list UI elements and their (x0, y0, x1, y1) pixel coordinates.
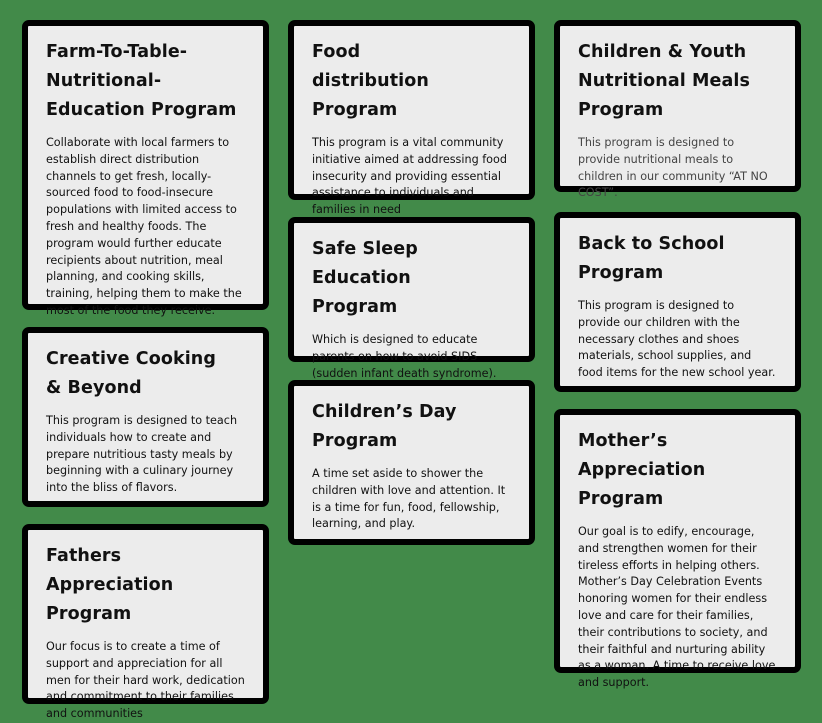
program-description: This program is designed to provide our children with the necessary clothes and shoes materials, school supplies, and food items for the new school year. (578, 299, 776, 380)
program-card-back-to-school (554, 212, 801, 392)
program-title: Safe Sleep Education Program (312, 239, 418, 317)
program-title: Mother’s Appreciation Program (578, 431, 706, 509)
program-description: Our focus is to create a time of support and appreciation for all men for their hard work, dedication and commitment to their families and communities (46, 640, 245, 721)
program-description: Collaborate with local farmers to establish direct distribution channels to get fresh, locally-sourced food to food-insecure populations with limited access to fresh and healthy foods. The program would further educate recipients about nutrition, meal planning, and cooking skills, training, helping them to make the most of the food they receive. (46, 136, 242, 317)
program-title: Children’s Day Program (312, 402, 457, 451)
program-card-childrens-day (288, 380, 535, 545)
program-title: Farm-To-Table- Nutritional-Education Program (46, 42, 237, 120)
program-description: A time set aside to shower the children with love and attention. It is a time for fun, food, fellowship, learning, and play. (312, 467, 506, 531)
program-card-farm-to-table (22, 20, 269, 317)
program-title: Children & Youth Nutritional Meals Program (578, 42, 751, 120)
program-title: Creative Cooking & Beyond (46, 349, 216, 398)
program-title: Fathers Appreciation Program (46, 546, 174, 624)
program-title: Back to School Program (578, 234, 725, 283)
program-card-food-distribution (288, 20, 535, 217)
program-card-creative-cooking (22, 327, 269, 507)
program-card-children-youth-meals (554, 20, 801, 200)
program-card-mothers-appreciation (554, 409, 801, 690)
program-description: This program is a vital community initiative aimed at addressing food insecurity and providing essential assistance to individuals and families in need (312, 136, 507, 217)
program-title: Food distribution Program (312, 42, 429, 120)
program-description: This program is designed to teach individuals how to create and prepare nutritious tasty meals by beginning with a culinary journey into the bliss of flavors. (46, 414, 238, 495)
program-description: Which is designed to educate parents on how to avoid SIDS (sudden infant death syndrome). (312, 333, 497, 380)
program-description: This program is designed to provide nutritional meals to children in our community “AT NO COST”. (578, 136, 768, 200)
program-description: Our goal is to edify, encourage, and strengthen women for their tireless efforts in helping others. Mother’s Day Celebration Events honoring women for their endless love and care for their families, their contributions to society, and their faithful and nurturing ability as a woman. A time to receive love and support. (578, 525, 776, 690)
program-card-fathers-appreciation (22, 524, 269, 721)
program-card-safe-sleep (288, 217, 535, 380)
